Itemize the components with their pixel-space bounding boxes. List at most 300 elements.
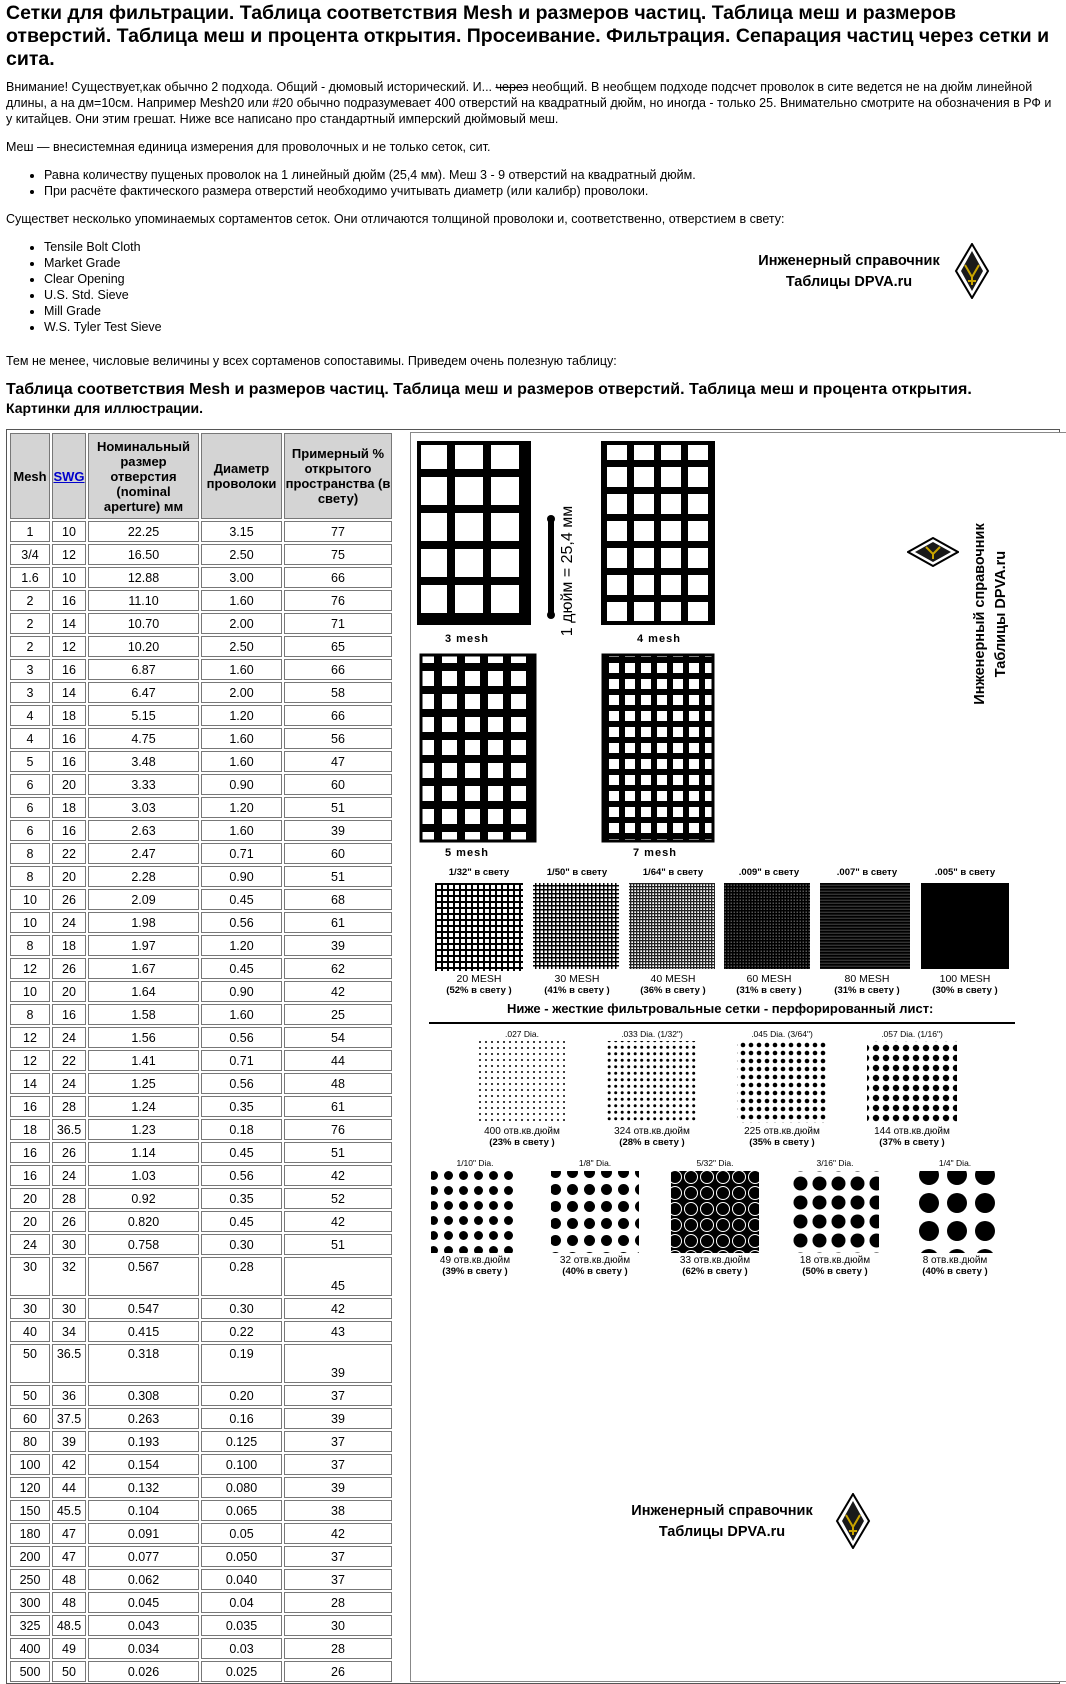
- table-cell: 26: [52, 1142, 86, 1163]
- table-cell: 0.05: [201, 1523, 282, 1544]
- table-cell: 2: [10, 636, 50, 657]
- fine-mesh-pct: (31% в свету ): [736, 985, 802, 996]
- table-cell: 42: [284, 1165, 392, 1186]
- table-cell: 71: [284, 613, 392, 634]
- table-cell: 0.90: [201, 866, 282, 887]
- header-wire-diameter: Диаметр проволоки: [201, 433, 282, 519]
- table-row: [10, 797, 392, 818]
- fine-mesh-pct: (52% в свету ): [446, 985, 512, 996]
- fine-top-label: 1/50" в свету: [546, 867, 608, 878]
- table-row: [10, 1500, 392, 1521]
- table-row: [10, 1454, 392, 1475]
- table-cell: 30: [52, 1234, 86, 1255]
- table-cell: 0.100: [201, 1454, 282, 1475]
- table-cell: 0.025: [201, 1661, 282, 1682]
- table-cell: 16.50: [88, 544, 199, 565]
- table-row: [10, 820, 392, 841]
- perf-dia: 3/16" Dia.: [816, 1158, 854, 1168]
- mesh-definition: Меш — внесистемная единица измерения для проволочных и не только сеток, сит.: [6, 140, 491, 154]
- table-cell: 1.58: [88, 1004, 199, 1025]
- vertical-brand-text: [970, 474, 1012, 754]
- table-cell: 10.20: [88, 636, 199, 657]
- table-cell: 0.16: [201, 1408, 282, 1429]
- table-cell: 48: [52, 1569, 86, 1590]
- table-cell: 37: [284, 1431, 392, 1452]
- swg-link[interactable]: SWG: [53, 468, 85, 484]
- table-cell: 16: [52, 751, 86, 772]
- table-cell: 51: [284, 797, 392, 818]
- table-cell: 3.48: [88, 751, 199, 772]
- perf-pct: (28% в свету ): [619, 1137, 685, 1148]
- table-cell: 16: [10, 1165, 50, 1186]
- table-cell: 51: [284, 1234, 392, 1255]
- table-cell: 47: [52, 1523, 86, 1544]
- table-cell: 36.5: [52, 1344, 86, 1383]
- table-cell: 8: [10, 843, 50, 864]
- table-cell: 400: [10, 1638, 50, 1659]
- table-cell: 61: [284, 1096, 392, 1117]
- table-cell: 25: [284, 1004, 392, 1025]
- table-cell: 12.88: [88, 567, 199, 588]
- table-cell: 68: [284, 889, 392, 910]
- table-cell: 1.64: [88, 981, 199, 1002]
- table-cell: 22: [52, 843, 86, 864]
- table-cell: 50: [10, 1385, 50, 1406]
- main-content: [6, 429, 1060, 1684]
- list-item: • W.S. Tyler Test Sieve: [44, 319, 162, 335]
- table-cell: 20: [10, 1188, 50, 1209]
- table-row: [10, 567, 392, 588]
- fine-mesh-pct: (31% в свету ): [834, 985, 900, 996]
- table-cell: 52: [284, 1188, 392, 1209]
- table-cell: 47: [52, 1546, 86, 1567]
- intro-text-1: Внимание! Существует,как обычно 2 подхода. Общий - дюмовый исторический. И...: [6, 80, 496, 94]
- fine-mesh-label: 20 MESH: [456, 973, 502, 985]
- table-cell: 2: [10, 590, 50, 611]
- table-cell: 60: [284, 774, 392, 795]
- perf-pct: (40% в свету ): [562, 1266, 628, 1277]
- fine-top-label: .005" в свету: [934, 867, 996, 878]
- table-cell: 0.758: [88, 1234, 199, 1255]
- table-cell: 12: [10, 1027, 50, 1048]
- table-cell: 20: [10, 1211, 50, 1232]
- table-cell: 14: [10, 1073, 50, 1094]
- table-cell: 22.25: [88, 521, 199, 542]
- table-cell: 4.75: [88, 728, 199, 749]
- table-cell: 3.03: [88, 797, 199, 818]
- table-cell: 39: [52, 1431, 86, 1452]
- mesh-caption: 5 mesh: [445, 847, 489, 859]
- fine-mesh-pct: (36% в свету ): [640, 985, 706, 996]
- table-cell: 60: [284, 843, 392, 864]
- table-row: [10, 1004, 392, 1025]
- table-row: [10, 1385, 392, 1406]
- table-cell: 0.820: [88, 1211, 199, 1232]
- perf-pct: (39% в свету ): [442, 1266, 508, 1277]
- table-cell: 1.20: [201, 797, 282, 818]
- table-cell: 2.50: [201, 544, 282, 565]
- table-cell: 500: [10, 1661, 50, 1682]
- table-cell: 150: [10, 1500, 50, 1521]
- table-row: [10, 521, 392, 542]
- table-row: [10, 1165, 392, 1186]
- table-cell: 10: [52, 521, 86, 542]
- table-cell: 0.308: [88, 1385, 199, 1406]
- table-cell: 0.45: [201, 889, 282, 910]
- table-row: [10, 544, 392, 565]
- brand-line-1: Инженерный справочник: [972, 523, 988, 705]
- table-cell: 14: [52, 682, 86, 703]
- table-cell: 39: [284, 820, 392, 841]
- mesh-illustration-graphics: [411, 433, 1066, 1681]
- sortments-list: [6, 239, 162, 335]
- table-cell: 1: [10, 521, 50, 542]
- table-cell: 16: [10, 1142, 50, 1163]
- table-cell: 1.60: [201, 751, 282, 772]
- table-cell: 0.132: [88, 1477, 199, 1498]
- header-mesh: Mesh: [10, 433, 50, 519]
- table-cell: 3.33: [88, 774, 199, 795]
- table-cell: 61: [284, 912, 392, 933]
- table-row: [10, 705, 392, 726]
- table-row: [10, 1211, 392, 1232]
- table-cell: 2.63: [88, 820, 199, 841]
- table-cell: 0.90: [201, 981, 282, 1002]
- table-cell: 0.050: [201, 1546, 282, 1567]
- table-cell: 3.15: [201, 521, 282, 542]
- table-cell: 0.193: [88, 1431, 199, 1452]
- table-cell: 42: [284, 1298, 392, 1319]
- table-cell: 0.22: [201, 1321, 282, 1342]
- brand-line-2: Таблицы DPVA.ru: [993, 550, 1009, 678]
- table-cell: 36: [52, 1385, 86, 1406]
- table-cell: 24: [52, 1165, 86, 1186]
- table-cell: 2.09: [88, 889, 199, 910]
- table-cell: 66: [284, 659, 392, 680]
- table-cell: 10: [10, 912, 50, 933]
- table-row: [10, 590, 392, 611]
- table-cell: 0.567: [88, 1257, 199, 1296]
- table-cell: 1.20: [201, 935, 282, 956]
- table-cell: 20: [52, 866, 86, 887]
- table-cell: 1.60: [201, 728, 282, 749]
- table-cell: 65: [284, 636, 392, 657]
- table-cell: 56: [284, 728, 392, 749]
- table-cell: 43: [284, 1321, 392, 1342]
- table-row: [10, 1142, 392, 1163]
- table-cell: 0.20: [201, 1385, 282, 1406]
- brand-line-2: Таблицы DPVA.ru: [785, 274, 913, 290]
- table-cell: 62: [284, 958, 392, 979]
- inch-label: 1 дюйм = 25,4 мм: [559, 505, 576, 637]
- definition-list: [6, 167, 1060, 199]
- table-cell: 0.040: [201, 1569, 282, 1590]
- table-row: [10, 1050, 392, 1071]
- table-cell: 0.547: [88, 1298, 199, 1319]
- table-cell: 0.71: [201, 1050, 282, 1071]
- table-cell: 0.154: [88, 1454, 199, 1475]
- brand-line-2: Таблицы DPVA.ru: [658, 1524, 786, 1540]
- perf-pct: (35% в свету ): [749, 1137, 815, 1148]
- table-cell: 3: [10, 682, 50, 703]
- table-cell: 1.60: [201, 820, 282, 841]
- table-row: [10, 1257, 392, 1296]
- table-row: [10, 682, 392, 703]
- table-cell: 51: [284, 1142, 392, 1163]
- table-cell: 22: [52, 1050, 86, 1071]
- perf-dia: 5/32" Dia.: [696, 1158, 734, 1168]
- fine-mesh-label: 80 MESH: [844, 973, 890, 985]
- table-cell: 66: [284, 705, 392, 726]
- perf-label: 144 отв.кв.дюйм: [874, 1126, 950, 1137]
- table-cell: 32: [52, 1257, 86, 1296]
- sortments-block: [6, 239, 1060, 343]
- table-row: [10, 1546, 392, 1567]
- table-cell: 76: [284, 590, 392, 611]
- table-cell: 2.50: [201, 636, 282, 657]
- table-cell: 75: [284, 544, 392, 565]
- table-cell: 180: [10, 1523, 50, 1544]
- table-row: [10, 1234, 392, 1255]
- table-header-row: [10, 433, 392, 519]
- table-row: [10, 866, 392, 887]
- table-row: [10, 1027, 392, 1048]
- table-cell: 80: [10, 1431, 50, 1452]
- table-cell: 44: [52, 1477, 86, 1498]
- table-cell: 0.043: [88, 1615, 199, 1636]
- table-cell: 2: [10, 613, 50, 634]
- perf-pct: (40% в свету ): [922, 1266, 988, 1277]
- table-cell: 39: [284, 1344, 392, 1383]
- header-swg: [52, 433, 86, 519]
- table-cell: 0.45: [201, 958, 282, 979]
- list-item: • Равна количеству пущеных проволок на 1 линейный дюйм (25,4 мм). Меш 3 - 9 отверстий на квадратный дюйм.: [44, 167, 1060, 183]
- table-cell: 44: [284, 1050, 392, 1071]
- table-cell: 0.104: [88, 1500, 199, 1521]
- perf-pct: (37% в свету ): [879, 1137, 945, 1148]
- table-cell: 5.15: [88, 705, 199, 726]
- fine-top-label: 1/32" в свету: [448, 867, 510, 878]
- table-row: [10, 1477, 392, 1498]
- table-cell: 26: [52, 889, 86, 910]
- table-cell: 6: [10, 797, 50, 818]
- table-cell: 60: [10, 1408, 50, 1429]
- table-cell: 6: [10, 820, 50, 841]
- table-cell: 18: [10, 1119, 50, 1140]
- table-cell: 0.045: [88, 1592, 199, 1613]
- table-cell: 42: [52, 1454, 86, 1475]
- fine-top-label: .009" в свету: [738, 867, 800, 878]
- table-cell: 10.70: [88, 613, 199, 634]
- table-cell: 39: [284, 935, 392, 956]
- fine-mesh-label: 60 MESH: [746, 973, 792, 985]
- list-item: • Clear Opening: [44, 271, 162, 287]
- table-cell: 0.035: [201, 1615, 282, 1636]
- table-cell: 45: [284, 1257, 392, 1296]
- mesh-caption: 3 mesh: [445, 633, 489, 645]
- table-cell: 12: [10, 958, 50, 979]
- table-cell: 18: [52, 935, 86, 956]
- comparable-text: Тем не менее, числовые величины у всех сортаменов сопоставимы. Приведем очень полезную таблицу:: [6, 354, 617, 368]
- table-cell: 16: [52, 590, 86, 611]
- table-cell: 1.24: [88, 1096, 199, 1117]
- table-cell: 0.080: [201, 1477, 282, 1498]
- table-cell: 3/4: [10, 544, 50, 565]
- table-cell: 1.23: [88, 1119, 199, 1140]
- table-cell: 12: [52, 636, 86, 657]
- table-cell: 37.5: [52, 1408, 86, 1429]
- table-row: [10, 728, 392, 749]
- table-cell: 8: [10, 1004, 50, 1025]
- table-cell: 0.034: [88, 1638, 199, 1659]
- perf-label: 8 отв.кв.дюйм: [922, 1255, 988, 1266]
- table-cell: 16: [10, 1096, 50, 1117]
- table-cell: 0.90: [201, 774, 282, 795]
- table-cell: 47: [284, 751, 392, 772]
- table-row: [10, 1592, 392, 1613]
- table-cell: 5: [10, 751, 50, 772]
- perf-label: 225 отв.кв.дюйм: [744, 1126, 820, 1137]
- table-row: [10, 1188, 392, 1209]
- table-cell: 37: [284, 1546, 392, 1567]
- table-cell: 1.97: [88, 935, 199, 956]
- table-cell: 24: [10, 1234, 50, 1255]
- table-cell: 14: [52, 613, 86, 634]
- table-cell: 8: [10, 935, 50, 956]
- table-title: [6, 381, 1060, 417]
- table-cell: 66: [284, 567, 392, 588]
- table-cell: 36.5: [52, 1119, 86, 1140]
- perf-label: 32 отв.кв.дюйм: [559, 1255, 631, 1266]
- table-cell: 300: [10, 1592, 50, 1613]
- table-cell: 16: [52, 1004, 86, 1025]
- table-cell: 1.60: [201, 1004, 282, 1025]
- table-cell: 10: [10, 981, 50, 1002]
- mesh-table-body: [10, 521, 392, 1682]
- table-cell: 0.077: [88, 1546, 199, 1567]
- list-item: • U.S. Std. Sieve: [44, 287, 162, 303]
- brand-line-1: Инженерный справочник: [631, 1503, 813, 1519]
- table-cell: 0.56: [201, 1073, 282, 1094]
- dpva-logo-icon: [835, 1493, 871, 1549]
- table-cell: 11.10: [88, 590, 199, 611]
- table-cell: 0.30: [201, 1298, 282, 1319]
- table-cell: 1.6: [10, 567, 50, 588]
- table-row: [10, 981, 392, 1002]
- table-cell: 16: [52, 728, 86, 749]
- table-cell: 26: [284, 1661, 392, 1682]
- table-cell: 45.5: [52, 1500, 86, 1521]
- table-cell: 42: [284, 981, 392, 1002]
- table-row: [10, 1298, 392, 1319]
- table-row: [10, 1073, 392, 1094]
- table-cell: 37: [284, 1569, 392, 1590]
- perforated-title: Ниже - жесткие фильтровальные сетки - перфорированный лист:: [507, 1001, 934, 1016]
- fine-mesh-pct: (30% в свету ): [932, 985, 998, 996]
- table-cell: 12: [52, 544, 86, 565]
- table-cell: 0.04: [201, 1592, 282, 1613]
- table-cell: 1.60: [201, 659, 282, 680]
- table-cell: 0.35: [201, 1096, 282, 1117]
- mesh-caption: 7 mesh: [633, 847, 677, 859]
- table-row: [10, 1096, 392, 1117]
- table-cell: 1.60: [201, 590, 282, 611]
- table-row: [10, 843, 392, 864]
- table-cell: 50: [10, 1344, 50, 1383]
- table-row: [10, 636, 392, 657]
- table-cell: 325: [10, 1615, 50, 1636]
- dpva-logo-icon: [954, 243, 990, 299]
- table-cell: 250: [10, 1569, 50, 1590]
- table-cell: 30: [52, 1298, 86, 1319]
- mesh-caption: 4 mesh: [637, 633, 681, 645]
- table-cell: 0.45: [201, 1211, 282, 1232]
- illustrations-panel: [410, 432, 1066, 1682]
- perf-dia: .027 Dia.: [504, 1029, 540, 1039]
- table-cell: 30: [10, 1257, 50, 1296]
- perf-dia: 1/10" Dia.: [456, 1158, 494, 1168]
- table-row: [10, 1523, 392, 1544]
- fine-mesh-label: 40 MESH: [650, 973, 696, 985]
- table-cell: 1.25: [88, 1073, 199, 1094]
- table-cell: 1.98: [88, 912, 199, 933]
- table-cell: 50: [52, 1661, 86, 1682]
- table-cell: 1.41: [88, 1050, 199, 1071]
- table-row: [10, 958, 392, 979]
- table-row: [10, 912, 392, 933]
- table-cell: 6.47: [88, 682, 199, 703]
- table-cell: 0.30: [201, 1234, 282, 1255]
- table-cell: 2.00: [201, 682, 282, 703]
- table-cell: 1.67: [88, 958, 199, 979]
- intro-paragraph: [6, 79, 1060, 127]
- fine-mesh-pct: (41% в свету ): [544, 985, 610, 996]
- perf-label: 324 отв.кв.дюйм: [614, 1126, 690, 1137]
- sortments-intro: Существет несколько упоминаемых сортаментов сеток. Они отличаются толщиной проволоки и, соответственно, отверстием в свету:: [6, 212, 785, 226]
- table-cell: 0.091: [88, 1523, 199, 1544]
- table-row: [10, 1321, 392, 1342]
- table-row: [10, 1119, 392, 1140]
- table-row: [10, 1569, 392, 1590]
- table-cell: 0.065: [201, 1500, 282, 1521]
- table-cell: 8: [10, 866, 50, 887]
- table-cell: 28: [52, 1188, 86, 1209]
- page-title: Сетки для фильтрации. Таблица соответствия Mesh и размеров частиц. Таблица меш и размеров отверстий. Таблица меш и процента открытия. Просеивание. Фильтрация. Сепарация частиц через сетки и сита.: [6, 2, 1050, 70]
- table-cell: 0.35: [201, 1188, 282, 1209]
- table-row: [10, 751, 392, 772]
- table-cell: 6.87: [88, 659, 199, 680]
- table-row: [10, 889, 392, 910]
- header-aperture: Номинальный размер отверстия (nominal aperture) мм: [88, 433, 199, 519]
- intro-strike-text: через: [495, 80, 529, 94]
- table-subtitle: Картинки для иллюстрации.: [6, 400, 203, 416]
- table-cell: 0.45: [201, 1142, 282, 1163]
- intro-text-2: необщий. В необщем подходе подсчет проволок в сите ведется не на дюйм линейной длины, а на дм=10см. Например Mesh20 или #20 обычно подразумевает 400 отверстий на квадратный дюйм, но иногда - только 25. Внимательно смотрите на обозначения в РФ и у китайцев. Они этим грешат. Ниже все написано про стандартный имперский дюймовый меш.: [6, 80, 1052, 126]
- dpva-logo-icon: [907, 537, 959, 567]
- table-cell: 51: [284, 866, 392, 887]
- fine-mesh-label: 100 MESH: [939, 973, 991, 985]
- table-row: [10, 774, 392, 795]
- perf-label: 400 отв.кв.дюйм: [484, 1126, 560, 1137]
- table-cell: 48.5: [52, 1615, 86, 1636]
- table-cell: 20: [52, 774, 86, 795]
- perf-label: 18 отв.кв.дюйм: [799, 1255, 871, 1266]
- table-cell: 0.28: [201, 1257, 282, 1296]
- table-cell: 42: [284, 1211, 392, 1232]
- table-cell: 0.19: [201, 1344, 282, 1383]
- header-open-area: Примерный % открытого пространства (в свету): [284, 433, 392, 519]
- table-cell: 0.03: [201, 1638, 282, 1659]
